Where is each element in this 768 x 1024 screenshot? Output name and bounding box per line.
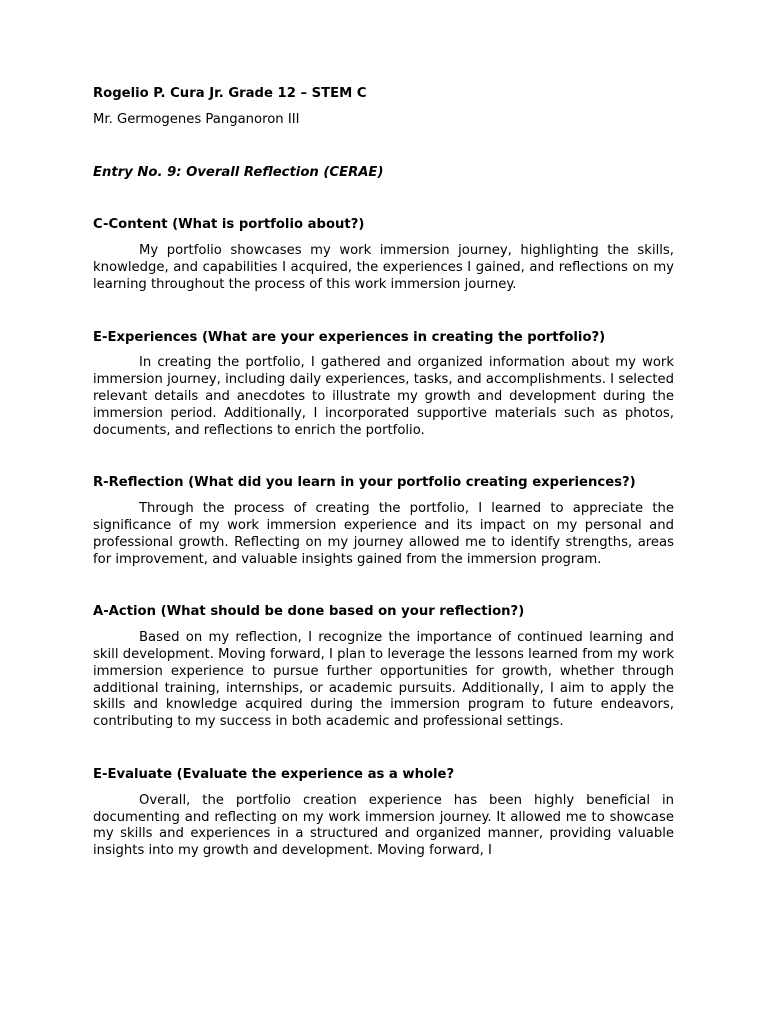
teacher-line: Mr. Germogenes Panganoron III	[93, 111, 300, 127]
entry-title: Entry No. 9: Overall Reflection (CERAE)	[93, 164, 384, 180]
section-body-evaluate: Overall, the portfolio creation experience has been highly beneficial in documenting and reflecting on my work immersion journey. It allowed me to showcase my skills and experiences in a structured and organized manner, providing valuable insights into my growth and development. Moving forward, I	[93, 792, 674, 859]
section-body-experiences: In creating the portfolio, I gathered and organized information about my work immersion journey, including daily experiences, tasks, and accomplishments. I selected relevant details and anecdotes to illustrate my growth and development during the immersion period. Additionally, I incorporated supportive materials such as photos, documents, and reflections to enrich the portfolio.	[93, 355, 674, 438]
section-body-content: My portfolio showcases my work immersion journey, highlighting the skills, knowledge, and capabilities I acquired, the experiences I gained, and reflections on my learning throughout the process of this work immersion journey.	[93, 243, 674, 292]
section-body-action: Based on my reflection, I recognize the importance of continued learning and skill development. Moving forward, I plan to leverage the lessons learned from my work immersion experience to pursue further opportunities for growth, whether through additional training, internships, or academic pursuits. Additionally, I aim to apply the skills and knowledge acquired during the immersion program to future endeavors, contributing to my success in both academic and professional settings.	[93, 630, 674, 730]
section-heading-evaluate: E-Evaluate (Evaluate the experience as a whole?	[93, 766, 455, 782]
section-heading-experiences: E-Experiences (What are your experiences in creating the portfolio?)	[93, 329, 606, 345]
author-line: Rogelio P. Cura Jr. Grade 12 – STEM C	[93, 86, 367, 101]
section-heading-content: C-Content (What is portfolio about?)	[93, 217, 365, 233]
document-page	[93, 86, 674, 896]
section-body-reflection: Through the process of creating the portfolio, I learned to appreciate the significance of my work immersion experience and its impact on my personal and professional growth. Reflecting on my journey allowed me to identify strengths, areas for improvement, and valuable insights gained from the immersion program.	[93, 501, 674, 567]
section-heading-action: A-Action (What should be done based on your reflection?)	[93, 604, 525, 620]
section-heading-reflection: R-Reflection (What did you learn in your portfolio creating experiences?)	[93, 475, 636, 491]
